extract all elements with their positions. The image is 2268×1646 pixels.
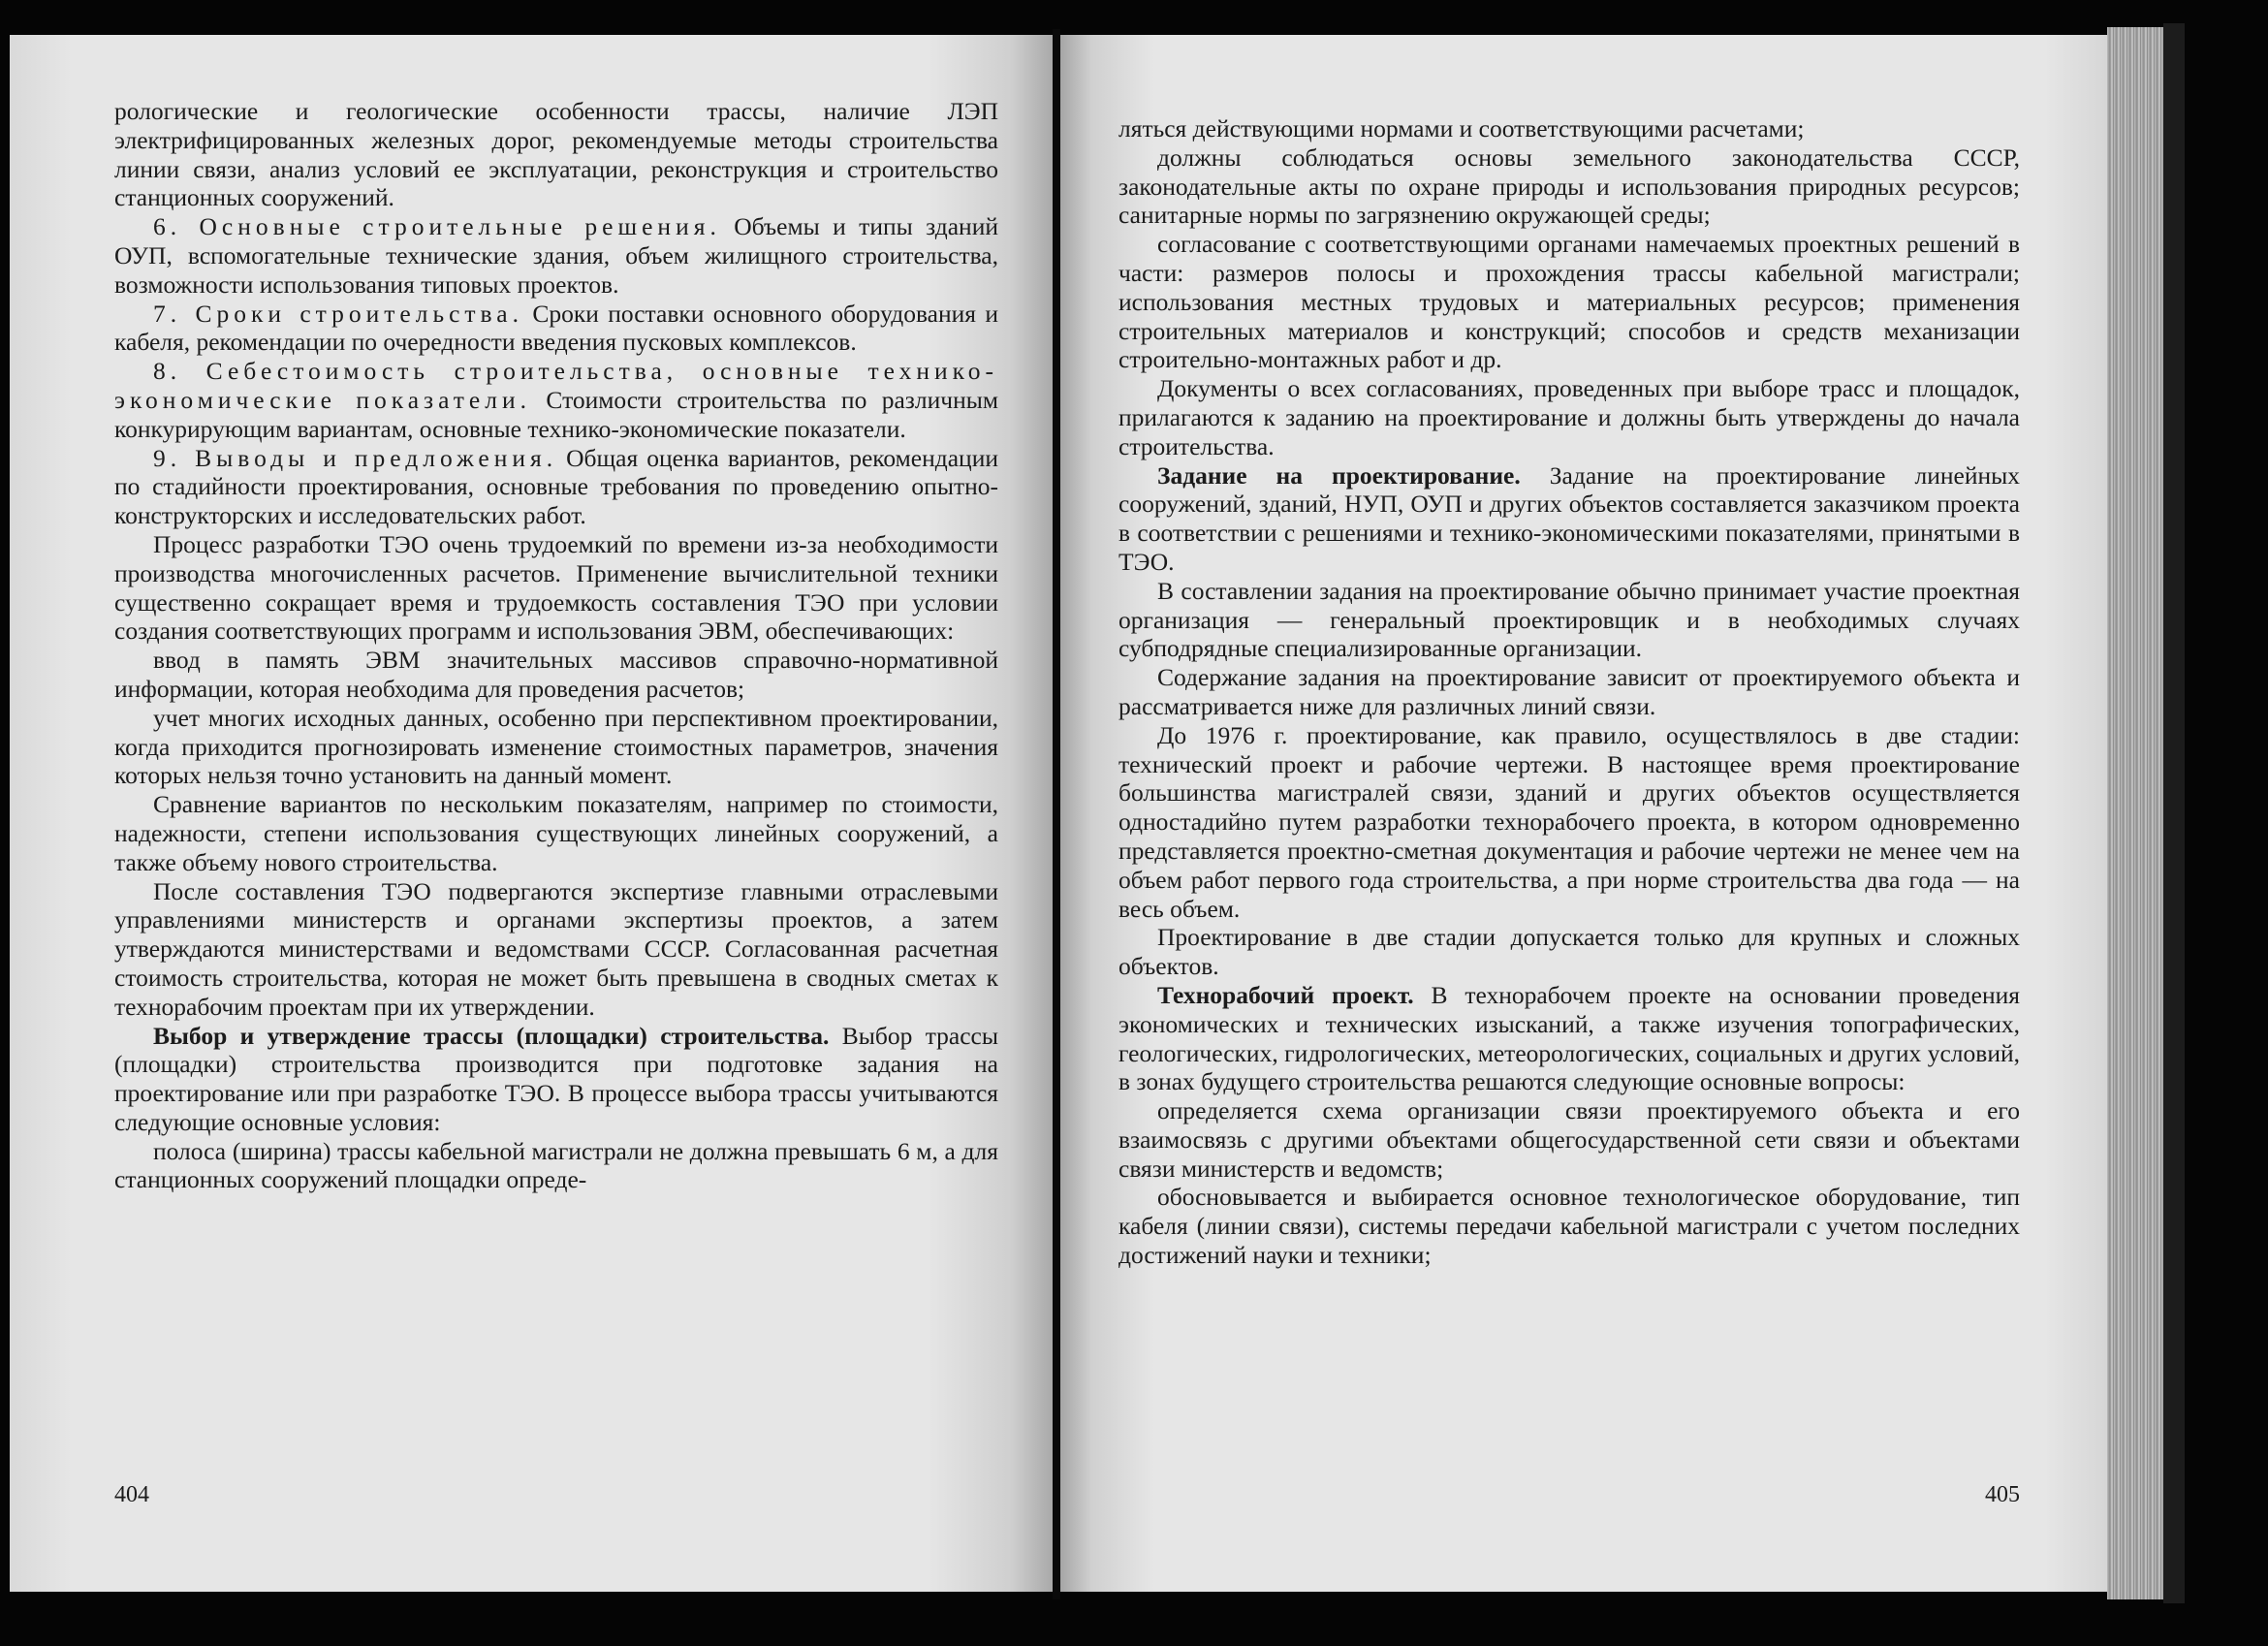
paragraph: Содержание задания на проектирование зависит от проектируемого объекта и рассматривается ниже для различных линий связи. <box>1118 663 2020 720</box>
paragraph: ляться действующими нормами и соответствующими расчетами; <box>1118 114 1805 142</box>
paragraph: Процесс разработки ТЭО очень трудоемкий по времени из-за необходимости производства многочисленных расчетов. Применение вычислительной техники существенно сокращает время и трудоемкость составления ТЭО при условии создания соответствующих программ и использования ЭВМ, обеспечивающих: <box>114 529 998 646</box>
paragraph: рологические и геологические особенности трассы, наличие ЛЭП электрифицированных железных дорог, рекомендуемые методы строительства линии связи, анализ условий ее эксплуатации, реконструкция и строительство станционных сооружений. <box>114 97 998 212</box>
page-number: 404 <box>114 1482 149 1508</box>
bold-heading: Выбор и утверждение трассы (площадки) строительства. <box>153 1021 830 1050</box>
paragraph-text: Сроки поставки основного оборудования и кабеля, рекомендации по очередности введения пусковых комплексов. <box>114 299 998 357</box>
paragraph: ввод в память ЭВМ значительных массивов справочно-нормативной информации, которая необходима для проведения расчетов; <box>114 646 998 703</box>
paragraph-text: Стоимости строительства по различным конкурирующим вариантам, основные технико-экономические показатели. <box>114 385 998 443</box>
paragraph <box>114 357 998 443</box>
paragraph: После составления ТЭО подвергаются экспертизе главными отраслевыми управлениями министерств и органами экспертизы проектов, а затем утверждаются министерствами и ведомствами СССР. Согласованная расчетная стоимость строительства, которая не может быть превышена в сводных сметах к технорабочим проектам при их утверждении. <box>114 876 998 1021</box>
spaced-heading: 9. Выводы и предложения. <box>153 443 558 472</box>
paragraph <box>1118 461 2020 577</box>
paragraph: полоса (ширина) трассы кабельной магистрали не должна превышать 6 м, а для станционных сооружений площадки опреде- <box>114 1136 998 1194</box>
paragraph <box>114 1022 998 1137</box>
spaced-heading: 6. Основные строительные решения. <box>153 212 721 241</box>
bold-heading: Задание на проектирование. <box>1157 460 1521 490</box>
paragraph: Документы о всех согласованиях, проведенных при выборе трасс и площадок, прилагаются к заданию на проектирование и должны быть утверждены до начала строительства. <box>1118 374 2020 460</box>
book-cover-edge <box>2163 23 2185 1603</box>
book-gutter <box>1053 29 1060 1599</box>
left-page <box>10 35 1053 1592</box>
paragraph-text: Объемы и типы зданий ОУП, вспомогательные технические здания, объем жилищного строительства, возможности использования типовых проектов. <box>114 212 998 299</box>
paragraph-text: В технорабочем проекте на основании проведения экономических и технических изысканий, а также изучения топографических, геологических, гидрологических, метеорологических, социальных и других условий, в зонах будущего строительства решаются следующие основные вопросы: <box>1118 980 2020 1096</box>
spaced-heading: 7. Сроки строительства. <box>153 299 523 328</box>
paragraph: Проектирование в две стадии допускается только для крупных и сложных объектов. <box>1118 923 2020 981</box>
paragraph: В составлении задания на проектирование обычно принимает участие проектная организация — генеральный проектировщик и в необходимых случаях субподрядные специализированные организации. <box>1118 576 2020 663</box>
paragraph: согласование с соответствующими органами намечаемых проектных решений в части: размеров полосы и прохождения трассы кабельной магистрали; использования местных трудовых и материальных ресурсов; применения строительных материалов и конструкций; способов и средств механизации строительно-монтажных работ и др. <box>1118 230 2020 374</box>
page-number: 405 <box>1985 1482 2020 1508</box>
paragraph: обосновывается и выбирается основное технологическое оборудование, тип кабеля (линии связи), системы передачи кабельной магистрали с учетом последних достижений науки и техники; <box>1118 1183 2020 1270</box>
book-page-edges <box>2107 27 2169 1599</box>
paragraph: учет многих исходных данных, особенно при перспективном проектировании, когда приходится прогнозировать изменение стоимостных параметров, значения которых нельзя точно установить на данный момент. <box>114 703 998 790</box>
bold-heading: Технорабочий проект. <box>1157 980 1414 1009</box>
paragraph-text: Выбор трассы (площадки) строительства производится при подготовке задания на проектирование или при разработке ТЭО. В процессе выбора трассы учитываются следующие основные условия: <box>114 1021 998 1136</box>
paragraph: Сравнение вариантов по нескольким показателям, например по стоимости, надежности, степени использования существующих линейных сооружений, а также объему нового строительства. <box>114 790 998 876</box>
paragraph <box>114 444 998 530</box>
paragraph: должны соблюдаться основы земельного законодательства СССР, законодательные акты по охране природы и использования природных ресурсов; санитарные нормы по загрязнению окружающей среды; <box>1118 142 2020 230</box>
paragraph-text: Задание на проектирование линейных сооружений, зданий, НУП, ОУП и других объектов составляется заказчиком проекта в соответствии с решениями и технико-экономическими показателями, принятыми в ТЭО. <box>1118 460 2020 576</box>
paragraph: определяется схема организации связи проектируемого объекта и его взаимосвязь с другими объектами общегосударственной сети связи и объектами связи министерств и ведомств; <box>1118 1096 2020 1183</box>
paragraph-text: Общая оценка вариантов, рекомендации по стадийности проектирования, основные требования по проведению опытно-конструкторских и исследовательских работ. <box>114 443 998 530</box>
paragraph: До 1976 г. проектирование, как правило, осуществлялось в две стадии: технический проект и рабочие чертежи. В настоящее время проектирование большинства магистралей связи, зданий и других объектов осуществляется одностадийно путем разработки технорабочего проекта, в котором одновременно представляется проектно-сметная документация и рабочие чертежи не менее чем на объем работ первого года строительства, а при норме строительства два года — на весь объем. <box>1118 720 2020 923</box>
right-page <box>1060 35 2107 1592</box>
spaced-heading: 8. Себестоимость строительства, основные технико-экономические показатели. <box>114 357 998 414</box>
paragraph <box>114 300 998 358</box>
paragraph <box>1118 981 2020 1096</box>
paragraph <box>114 212 998 299</box>
